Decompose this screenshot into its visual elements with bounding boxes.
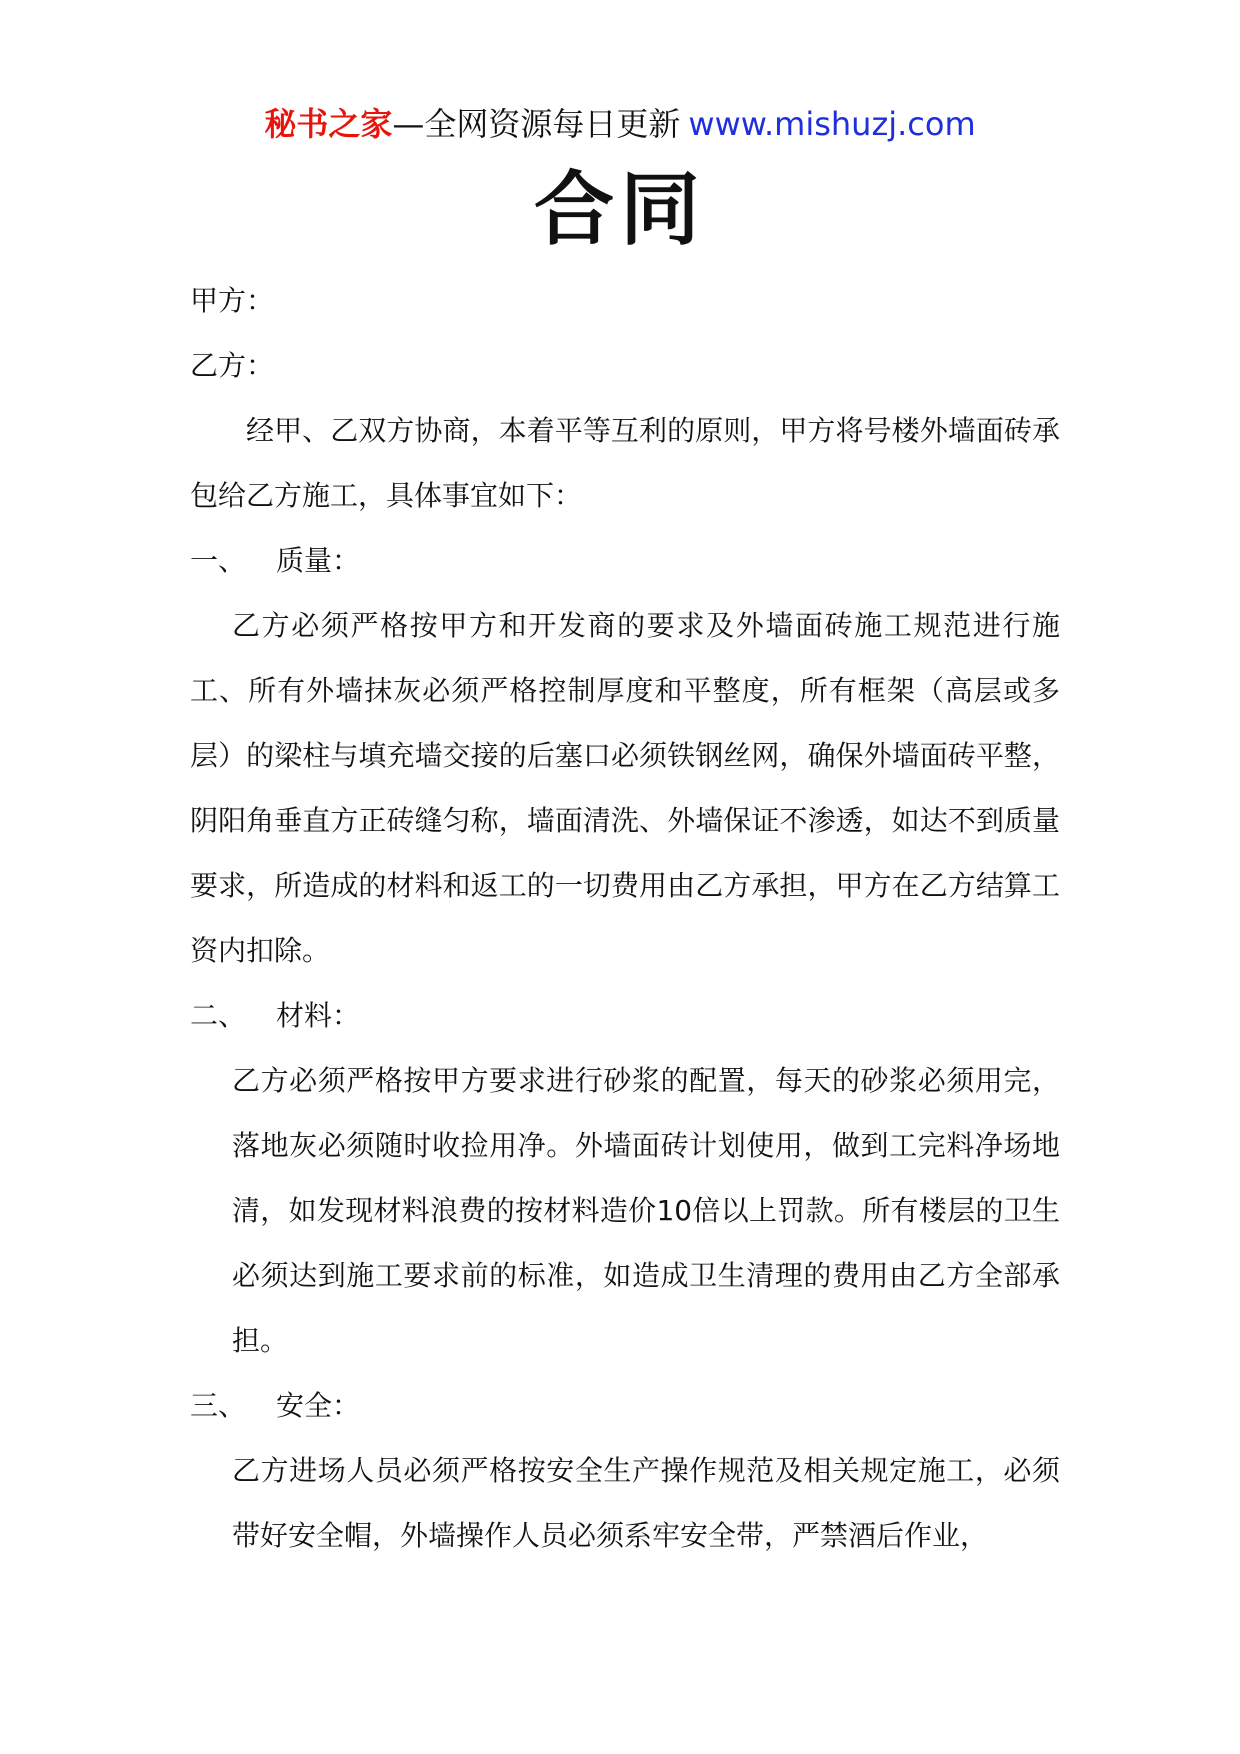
brand-name: 秘书之家 (264, 105, 393, 143)
section-number: 二、 (190, 999, 247, 1032)
header-dash: — (392, 105, 425, 143)
party-a-line: 甲方： (190, 284, 275, 317)
section-title: 安全： (276, 1389, 361, 1422)
document-body (190, 268, 1060, 1568)
section-body-quality: 乙方必须严格按甲方和开发商的要求及外墙面砖施工规范进行施工、所有外墙抹灰必须严格控制厚度和平整度，所有框架（高层或多层）的梁柱与填充墙交接的后塞口必须铁钢丝网，确保外墙面砖平整，阴阳角垂直方正砖缝匀称，墙面清洗、外墙保证不渗透，如达不到质量要求，所造成的材料和返工的一切费用由乙方承担，甲方在乙方结算工资内扣除。 (190, 609, 1060, 967)
section-heading-safety (190, 1373, 1060, 1438)
section-title: 材料： (276, 999, 361, 1032)
section-body-safety: 乙方进场人员必须严格按安全生产操作规范及相关规定施工，必须带好安全帽，外墙操作人员必须系牢安全带，严禁酒后作业， (232, 1454, 1060, 1552)
document-title: 合同 (534, 163, 706, 256)
party-b-line: 乙方： (190, 349, 275, 382)
section-body-materials: 乙方必须严格按甲方要求进行砂浆的配置，每天的砂浆必须用完，落地灰必须随时收捡用净。外墙面砖计划使用，做到工完料净场地清，如发现材料浪费的按材料造价10倍以上罚款。所有楼层的卫生必须达到施工要求前的标准，如造成卫生清理的费用由乙方全部承担。 (232, 1064, 1060, 1357)
intro-paragraph: 经甲、乙双方协商，本着平等互利的原则，甲方将号楼外墙面砖承包给乙方施工，具体事宜如下： (190, 414, 1060, 512)
section-number: 一、 (190, 544, 247, 577)
site-url[interactable]: www.mishuzj.com (688, 105, 976, 143)
header-slogan: 全网资源每日更新 (424, 105, 681, 143)
section-title: 质量： (276, 544, 361, 577)
section-number: 三、 (190, 1389, 247, 1422)
section-heading-materials (190, 983, 1060, 1048)
site-header (0, 100, 1240, 148)
section-heading-quality (190, 528, 1060, 593)
